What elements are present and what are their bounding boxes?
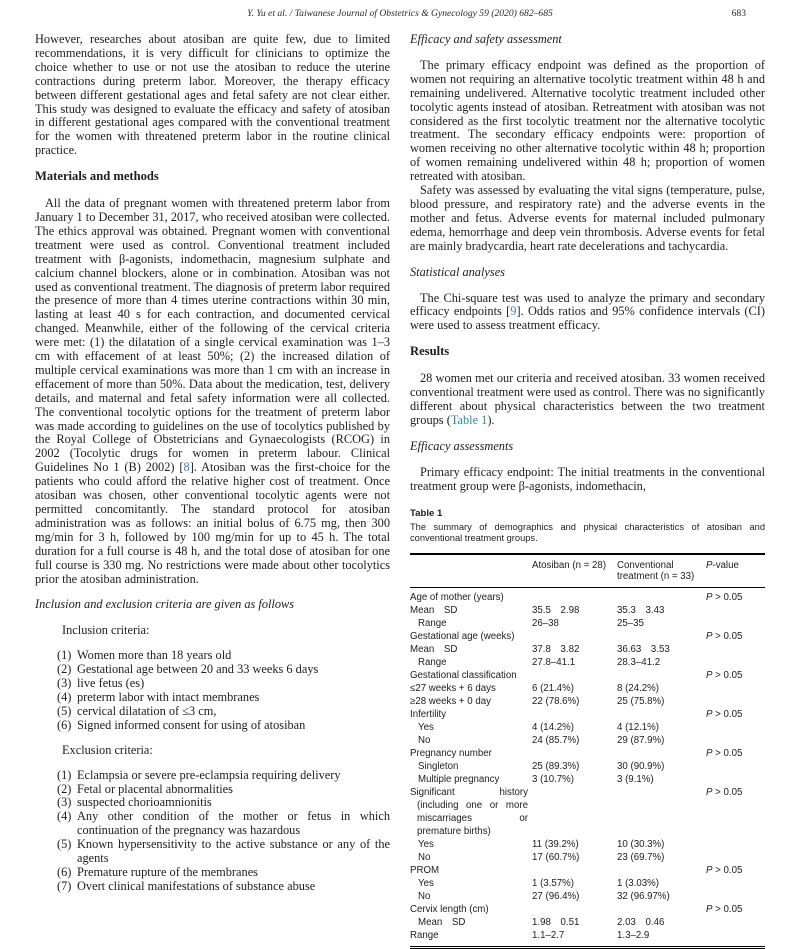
table-row bbox=[410, 851, 765, 864]
materials-paragraph bbox=[35, 197, 390, 586]
materials-methods-heading: Materials and methods bbox=[35, 169, 159, 184]
conventional-value: 23 (69.7%) bbox=[617, 852, 665, 864]
exclusion-criteria-label: Exclusion criteria: bbox=[62, 742, 153, 757]
conventional-value: 25 (75.8%) bbox=[617, 696, 665, 708]
atosiban-value bbox=[532, 747, 617, 760]
atosiban-value bbox=[532, 591, 617, 604]
list-item-number: (2) bbox=[57, 781, 72, 796]
list-item-number: (5) bbox=[57, 837, 72, 852]
conventional-value: 29 (87.9%) bbox=[617, 735, 665, 747]
list-item-text: Eclampsia or severe pre-eclampsia requiring delivery bbox=[77, 767, 341, 782]
list-item bbox=[35, 769, 390, 783]
list-item bbox=[35, 719, 390, 733]
criteria-subheading: Inclusion and exclusion criteria are given as follows bbox=[35, 597, 295, 612]
results-heading: Results bbox=[410, 344, 450, 359]
list-item-number: (6) bbox=[57, 717, 72, 732]
atosiban-value bbox=[532, 786, 617, 838]
table-row bbox=[410, 604, 765, 617]
atosiban-value: 27 (96.4%) bbox=[532, 891, 580, 903]
row-label: No bbox=[418, 891, 431, 903]
atosiban-value bbox=[532, 669, 617, 682]
conventional-value: 1.3–2.9 bbox=[617, 930, 650, 942]
row-label: Gestational classification bbox=[410, 670, 517, 682]
table-1 bbox=[410, 508, 765, 949]
statistics-paragraph bbox=[410, 292, 765, 334]
p-value bbox=[706, 604, 765, 617]
list-item bbox=[35, 691, 390, 705]
exclusion-criteria-list bbox=[35, 769, 390, 894]
atosiban-value: 1.1–2.7 bbox=[532, 930, 565, 942]
list-item bbox=[35, 810, 390, 838]
statistical-analyses-subheading: Statistical analyses bbox=[410, 264, 505, 279]
list-item bbox=[35, 663, 390, 677]
atosiban-value: 25 (89.3%) bbox=[532, 761, 580, 773]
list-item-text: preterm labor with intact membranes bbox=[77, 689, 260, 704]
row-label: Mean SD bbox=[418, 917, 466, 929]
table-header-row bbox=[410, 555, 765, 589]
p-value bbox=[706, 682, 765, 695]
efficacy-assessments-subheading: Efficacy assessments bbox=[410, 438, 514, 453]
table-row bbox=[410, 695, 765, 708]
p-value: P > 0.05 bbox=[706, 709, 743, 721]
atosiban-value bbox=[532, 630, 617, 643]
table-row bbox=[410, 617, 765, 630]
list-item bbox=[35, 783, 390, 797]
table-row bbox=[410, 734, 765, 747]
row-label: Range bbox=[418, 618, 447, 630]
right-column bbox=[410, 33, 765, 949]
atosiban-value: 1 (3.57%) bbox=[532, 878, 574, 890]
results-text-after: ). bbox=[487, 412, 495, 427]
efficacy-paragraph-1: The primary efficacy endpoint was defined as the proportion of women not requiring an alternative tocolytic treatment within 48 h and remaining undelivered. Alternative tocolytic treatment included other tocolytic agents instead of atosiban. Retreatment with atosiban was not considered as the first tocolytic treatment nor the alternative tocolytic treatment. The secondary efficacy endpoints were: proportion of women receiving no other alternative tocolytic within 48 h; proportion of women remaining undelivered within 48 h; proportion of women retreated with atosiban. bbox=[410, 57, 765, 184]
list-item-number: (4) bbox=[57, 809, 72, 824]
table-row bbox=[410, 877, 765, 890]
p-value: P > 0.05 bbox=[706, 670, 743, 682]
row-label: Mean SD bbox=[410, 605, 458, 617]
list-item-number: (5) bbox=[57, 703, 72, 718]
table-row bbox=[410, 786, 765, 838]
table-row bbox=[410, 773, 765, 786]
materials-text-before: All the data of pregnant women with threatened preterm labor from January 1 to December 31, 2017, who received atosiban were collected. The ethics approval was obtained. Pregnant women with conventional treatment were used as control. Conventional treatment included treatment with β-agonists, indomethacin, magnesium sulphate and calcium channel blockers, alone or in combination. Atosiban was not used as conventional treatment. The diagnosis of preterm labor required the presence of more than 4 times uterine contractions within 30 min, lasting at least 40 s for each contraction, and documented cervical changed. Meanwhile, either of the following of the cervical criteria were met: (1) the dilatation of a single cervical examination was 1–3 cm with effacement of at least 50%; (2) the increased dilation of multiple cervical examinations was more than 1 cm with an increase in effacement of more than 50%. Data about the medication, test, delivery details, and maternal and fetal safety information were all collected. The conventional tocolytic options for the treatment of preterm labor was made according to guidelines on the use of tocolytics published by the Royal College of Obstetricians and Gynaecologists (RCOG) in 2002 (Tocolytic drugs for women in preterm labour. Clinical Guidelines No 1 (B) 2002) [ bbox=[35, 196, 390, 475]
conventional-value: 10 (30.3%) bbox=[617, 839, 665, 851]
table-1-caption: The summary of demographics and physical characteristics of atosiban and conventional treatment groups. bbox=[410, 521, 765, 544]
conventional-value: 1 (3.03%) bbox=[617, 878, 659, 890]
p-value bbox=[706, 734, 765, 747]
p-value: P > 0.05 bbox=[706, 904, 743, 916]
conventional-value bbox=[617, 786, 706, 838]
table-row bbox=[410, 669, 765, 682]
p-value bbox=[706, 695, 765, 708]
table-1-label: Table 1 bbox=[410, 508, 443, 520]
conventional-value: 25–35 bbox=[617, 618, 644, 630]
header-atosiban: Atosiban (n = 28) bbox=[532, 559, 607, 571]
reference-8-link[interactable]: 8 bbox=[183, 460, 190, 475]
table-1-grid bbox=[410, 553, 765, 949]
p-value bbox=[706, 851, 765, 864]
atosiban-value: 24 (85.7%) bbox=[532, 735, 580, 747]
list-item-text: Any other condition of the mother or fetus in which continuation of the pregnancy was hazardous bbox=[77, 809, 390, 838]
p-value bbox=[706, 760, 765, 773]
row-label: Mean SD bbox=[410, 644, 458, 656]
atosiban-value: 27.8–41.1 bbox=[532, 657, 576, 669]
table-row bbox=[410, 903, 765, 916]
p-value: P > 0.05 bbox=[706, 631, 743, 643]
conventional-value: 36.63 3.53 bbox=[617, 644, 670, 656]
reference-9-link[interactable]: 9 bbox=[510, 304, 517, 319]
table-row bbox=[410, 864, 765, 877]
list-item-text: Premature rupture of the membranes bbox=[77, 864, 258, 879]
stats-text-after: ]. Odds ratios and 95% confidence intervals (CI) were used to assess treatment efficacy. bbox=[410, 304, 765, 333]
running-head bbox=[35, 8, 765, 20]
conventional-value bbox=[617, 630, 706, 643]
conventional-value bbox=[617, 591, 706, 604]
table-row bbox=[410, 838, 765, 851]
p-value: P > 0.05 bbox=[706, 787, 743, 799]
atosiban-value: 3 (10.7%) bbox=[532, 774, 574, 786]
list-item bbox=[35, 677, 390, 691]
atosiban-value: 6 (21.4%) bbox=[532, 683, 574, 695]
table-row bbox=[410, 656, 765, 669]
p-value: P > 0.05 bbox=[706, 592, 743, 604]
list-item-text: Overt clinical manifestations of substance abuse bbox=[77, 878, 316, 893]
list-item-number: (6) bbox=[57, 864, 72, 879]
p-value bbox=[706, 721, 765, 734]
atosiban-value bbox=[532, 864, 617, 877]
list-item bbox=[35, 649, 390, 663]
results-paragraph bbox=[410, 372, 765, 428]
table-row bbox=[410, 643, 765, 656]
table-row bbox=[410, 721, 765, 734]
two-column-layout bbox=[35, 33, 765, 949]
table-row bbox=[410, 747, 765, 760]
intro-paragraph: However, researches about atosiban are quite few, due to limited recommendations, it is very difficult for clinicians to optimize the choice whether to use or not use the atosiban to reduce the uterine contractions during preterm labor. Moreover, the therapy efficacy between different gestational ages and fetal safety are not clear either. This study was designed to evaluate the efficacy and safety of atosiban in different gestational ages compared with the conventional treatment for the women with threatened preterm labor in the routine clinical practice. bbox=[35, 32, 390, 158]
list-item-text: Fetal or placental abnormalities bbox=[77, 781, 233, 796]
row-label: Yes bbox=[418, 878, 434, 890]
atosiban-value bbox=[532, 903, 617, 916]
table-row bbox=[410, 929, 765, 942]
row-label: Significant history (including one or more miscarriages or premature births) bbox=[410, 787, 528, 838]
list-item-number: (3) bbox=[57, 676, 72, 691]
atosiban-value: 17 (60.7%) bbox=[532, 852, 580, 864]
conventional-value: 3 (9.1%) bbox=[617, 774, 654, 786]
atosiban-value: 35.5 2.98 bbox=[532, 605, 580, 617]
p-value bbox=[706, 916, 765, 929]
atosiban-value: 1.98 0.51 bbox=[532, 917, 580, 929]
row-label: Yes bbox=[418, 839, 434, 851]
row-label: Multiple pregnancy bbox=[418, 774, 500, 786]
row-label: Range bbox=[418, 657, 447, 669]
list-item bbox=[35, 880, 390, 894]
table-row bbox=[410, 682, 765, 695]
list-item-number: (4) bbox=[57, 689, 72, 704]
table-row bbox=[410, 916, 765, 929]
conventional-value bbox=[617, 708, 706, 721]
row-label: No bbox=[418, 852, 431, 864]
list-item-text: suspected chorioamnionitis bbox=[77, 795, 212, 810]
row-label: ≥28 weeks + 0 day bbox=[410, 696, 491, 708]
p-value bbox=[706, 890, 765, 903]
conventional-value bbox=[617, 747, 706, 760]
conventional-value: 4 (12.1%) bbox=[617, 722, 659, 734]
atosiban-value: 22 (78.6%) bbox=[532, 696, 580, 708]
p-value bbox=[706, 617, 765, 630]
efficacy-paragraph-2: Safety was assessed by evaluating the vital signs (temperature, pulse, blood pressure, and respiratory rate) and the adverse events in the mother and fetus. Adverse events for maternal included pulmonary edema, hemorrhage and deep vein thrombosis. Adverse events for fetal are mainly bradycardia, heart rate decelerations and tachycardia. bbox=[410, 183, 765, 253]
stats-text-before: The Chi-square test was used to analyze the primary and secondary efficacy endpoints [ bbox=[410, 290, 765, 319]
p-value: P > 0.05 bbox=[706, 748, 743, 760]
efficacy-safety-subheading: Efficacy and safety assessment bbox=[410, 32, 562, 46]
conventional-value: 32 (96.97%) bbox=[617, 891, 670, 903]
row-label: Age of mother (years) bbox=[410, 592, 504, 604]
conventional-value: 8 (24.2%) bbox=[617, 683, 659, 695]
conventional-value bbox=[617, 669, 706, 682]
list-item-number: (2) bbox=[57, 662, 72, 677]
inclusion-criteria-label: Inclusion criteria: bbox=[62, 623, 150, 638]
list-item-number: (7) bbox=[57, 878, 72, 893]
atosiban-value: 4 (14.2%) bbox=[532, 722, 574, 734]
p-value bbox=[706, 643, 765, 656]
p-value: P > 0.05 bbox=[706, 865, 743, 877]
list-item-text: cervical dilatation of ≤3 cm, bbox=[77, 703, 217, 718]
atosiban-value: 11 (39.2%) bbox=[532, 839, 579, 851]
row-label: Singleton bbox=[418, 761, 459, 773]
list-item-number: (1) bbox=[57, 767, 72, 782]
row-label: Pregnancy number bbox=[410, 748, 492, 760]
list-item bbox=[35, 866, 390, 880]
list-item-text: Signed informed consent for using of atosiban bbox=[77, 717, 306, 732]
conventional-value: 28.3–41.2 bbox=[617, 657, 661, 669]
atosiban-value bbox=[532, 708, 617, 721]
table-row bbox=[410, 708, 765, 721]
p-value bbox=[706, 656, 765, 669]
table-row bbox=[410, 630, 765, 643]
p-value bbox=[706, 929, 765, 942]
row-label: ≤27 weeks + 6 days bbox=[410, 683, 496, 695]
conventional-value: 35.3 3.43 bbox=[617, 605, 665, 617]
conventional-value: 30 (90.9%) bbox=[617, 761, 665, 773]
left-column bbox=[35, 33, 390, 949]
conventional-value bbox=[617, 864, 706, 877]
primary-endpoint-paragraph: Primary efficacy endpoint: The initial treatments in the conventional treatment group were β-agonists, indomethacin, bbox=[410, 464, 765, 493]
results-text-before: 28 women met our criteria and received atosiban. 33 women received conventional treatment were used as control. There was no significantly different about physical characteristics between the two treatment groups ( bbox=[410, 371, 765, 427]
list-item-text: Gestational age between 20 and 33 weeks 6 days bbox=[77, 662, 319, 677]
materials-text-after: ]. Atosiban was the first-choice for the patients who could afford the relative higher cost of treatment. Once atosiban was chosen, other conventional tocolytic agents were not permitted concomitantly. The standard protocol for atosiban administration was as follows: an initial bolus of 6.75 mg, then 300 mg/min for 3 h, followed by 100 mg/min for up to 45 h. The total duration for a full course is 48 h, and the total dose of atosiban for one full course is 330 mg. No restrictions were made about other tocolytics prior the atosiban administration. bbox=[35, 460, 391, 586]
list-item bbox=[35, 796, 390, 810]
row-label: Range bbox=[410, 930, 439, 942]
header-p-value: P-value bbox=[706, 559, 739, 571]
p-value bbox=[706, 877, 765, 890]
table-row bbox=[410, 760, 765, 773]
atosiban-value: 26–38 bbox=[532, 618, 559, 630]
list-item-text: Known hypersensitivity to the active substance or any of the agents bbox=[77, 837, 390, 866]
p-value bbox=[706, 838, 765, 851]
list-item bbox=[35, 838, 390, 866]
p-value bbox=[706, 773, 765, 786]
page-number: 683 bbox=[731, 8, 746, 19]
list-item-number: (3) bbox=[57, 795, 72, 810]
row-label: PROM bbox=[410, 865, 440, 877]
table-row bbox=[410, 890, 765, 903]
inclusion-criteria-list bbox=[35, 649, 390, 732]
table-body bbox=[410, 588, 765, 949]
atosiban-value: 37.8 3.82 bbox=[532, 644, 580, 656]
header-conventional: Conventional treatment (n = 33) bbox=[617, 559, 695, 583]
row-label: Gestational age (weeks) bbox=[410, 631, 515, 643]
row-label: Yes bbox=[418, 722, 434, 734]
conventional-value: 2.03 0.46 bbox=[617, 917, 665, 929]
header-empty bbox=[410, 560, 532, 584]
row-label: No bbox=[418, 735, 431, 747]
list-item-text: Women more than 18 years old bbox=[77, 648, 232, 663]
list-item-number: (1) bbox=[57, 648, 72, 663]
journal-citation: Y. Yu et al. / Taiwanese Journal of Obstetrics & Gynecology 59 (2020) 682–685 bbox=[247, 8, 553, 19]
list-item-text: live fetus (es) bbox=[77, 676, 145, 691]
conventional-value bbox=[617, 903, 706, 916]
table-1-link[interactable]: Table 1 bbox=[450, 412, 488, 427]
row-label: Cervix length (cm) bbox=[410, 904, 489, 916]
table-row bbox=[410, 591, 765, 604]
list-item bbox=[35, 705, 390, 719]
row-label: Infertility bbox=[410, 709, 447, 721]
